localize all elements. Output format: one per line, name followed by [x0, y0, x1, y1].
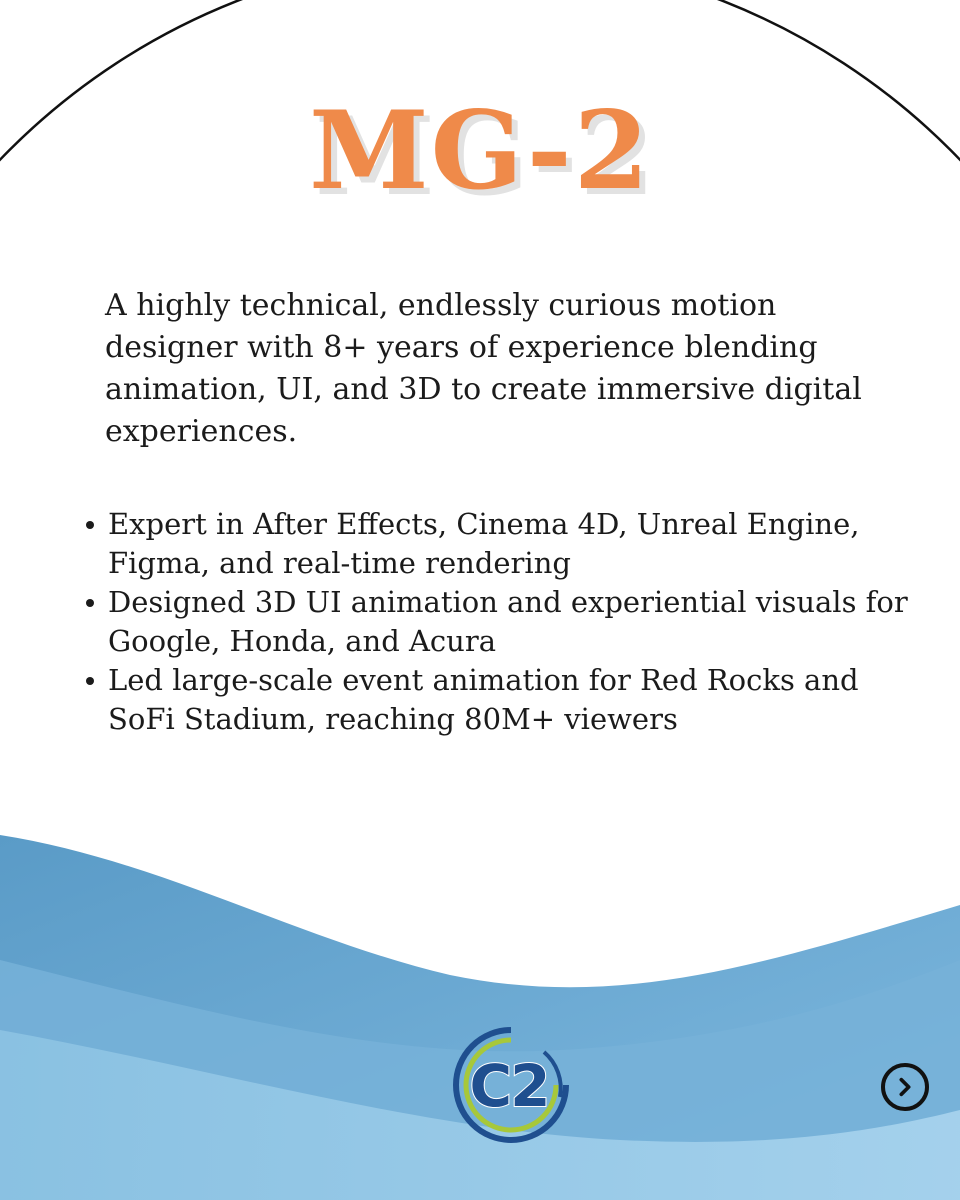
- slide-title: MG-2: [309, 88, 651, 214]
- list-item: Designed 3D UI animation and experiential visuals for Google, Honda, and Acura: [108, 583, 908, 661]
- next-slide-button[interactable]: [881, 1063, 929, 1111]
- intro-paragraph: A highly technical, endlessly curious motion designer with 8+ years of experience blending animation, UI, and 3D to create immersive digital experiences.: [105, 288, 862, 449]
- highlights-list: [108, 505, 908, 739]
- list-item: Expert in After Effects, Cinema 4D, Unreal Engine, Figma, and real-time rendering: [108, 505, 908, 583]
- chevron-right-icon: [894, 1076, 916, 1098]
- list-item: Led large-scale event animation for Red Rocks and SoFi Stadium, reaching 80M+ viewers: [108, 661, 908, 739]
- logo-text: C2: [469, 1052, 549, 1120]
